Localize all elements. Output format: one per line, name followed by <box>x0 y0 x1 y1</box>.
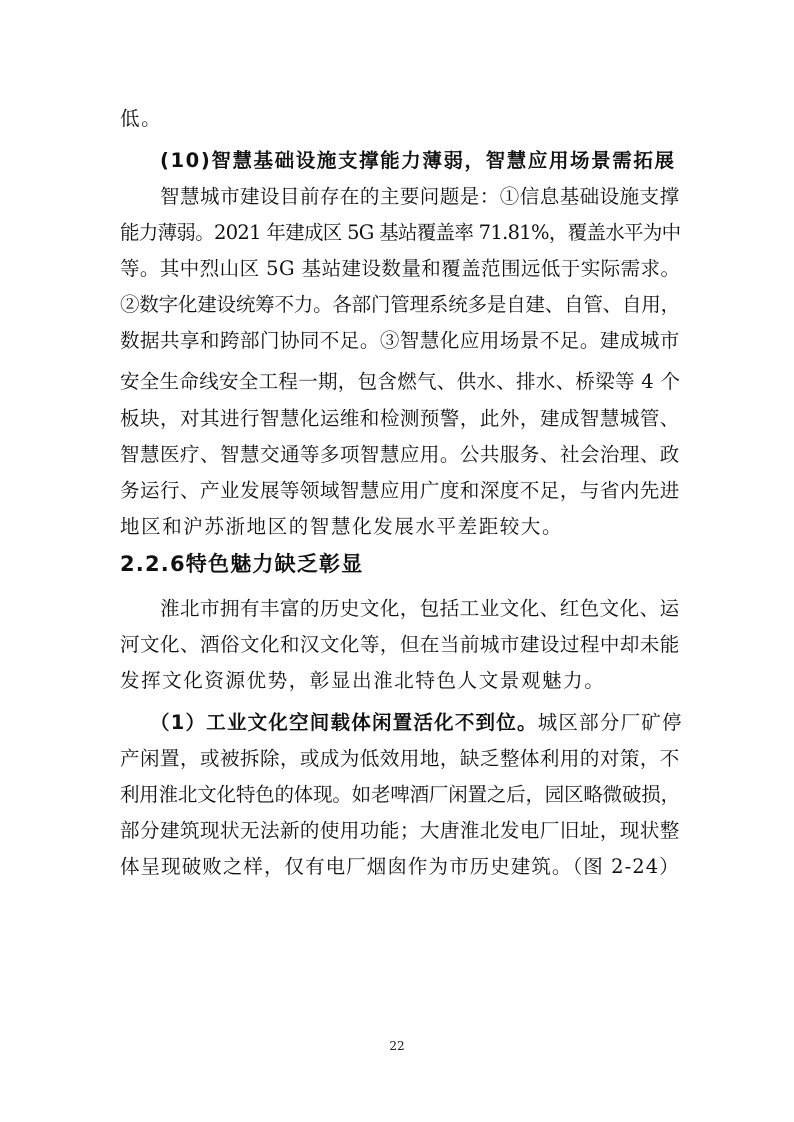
paragraph-line: 智慧城市建设目前存在的主要问题是：①信息基础设施支撑 <box>160 185 680 208</box>
paragraph-line: 务运行、产业发展等领域智慧应用广度和深度不足，与省内先进 <box>120 479 680 502</box>
paragraph-line: 淮北市拥有丰富的历史文化，包括工业文化、红色文化、运 <box>160 597 680 620</box>
subsection-title: (10)智慧基础设施支撑能力薄弱，智慧应用场景需拓展 <box>160 149 676 172</box>
section-heading: 2.2.6特色魅力缺乏彰显 <box>120 552 364 576</box>
paragraph-line <box>150 710 683 736</box>
paragraph-line: 数据共享和跨部门协同不足。③智慧化应用场景不足。建成城市 <box>120 329 680 352</box>
paragraph-line: 智慧医疗、智慧交通等多项智慧应用。公共服务、社会治理、政 <box>120 443 680 466</box>
paragraph-line: 地区和沪苏浙地区的智慧化发展水平差距较大。 <box>120 515 564 538</box>
paragraph-line: 板块，对其进行智慧化运维和检测预警，此外，建成智慧城管、 <box>120 407 680 430</box>
text-line: 低。 <box>120 107 163 130</box>
paragraph-line: 体呈现破败之样，仅有电厂烟囱作为市历史建筑。（图 2-24） <box>120 855 680 878</box>
paragraph-line: 发挥文化资源优势，彰显出淮北特色人文景观魅力。 <box>120 669 606 692</box>
lead-rest-text: 城区部分厂矿停 <box>537 711 683 734</box>
paragraph-line: 部分建筑现状无法新的使用功能；大唐淮北发电厂旧址，现状整 <box>120 819 680 842</box>
paragraph-line: 产闲置，或被拆除，或成为低效用地，缺乏整体利用的对策，不 <box>120 747 680 770</box>
bold-lead-text: （1）工业文化空间载体闲置活化不到位。 <box>150 711 538 734</box>
paragraph-line: 安全生命线安全工程一期，包含燃气、供水、排水、桥梁等 4 个 <box>120 370 681 393</box>
paragraph-line: ②数字化建设统筹不力。各部门管理系统多是自建、自管、自用， <box>120 293 680 316</box>
paragraph-line: 能力薄弱。2021 年建成区 5G 基站覆盖率 71.81%，覆盖水平为中 <box>120 221 681 244</box>
page-number: 22 <box>389 1039 405 1053</box>
paragraph-line: 等。其中烈山区 5G 基站建设数量和覆盖范围远低于实际需求。 <box>120 257 681 280</box>
paragraph-line: 河文化、酒俗文化和汉文化等，但在当前城市建设过程中却未能 <box>120 633 680 656</box>
paragraph-line: 利用淮北文化特色的体现。如老啤酒厂闲置之后，园区略微破损， <box>120 783 680 806</box>
